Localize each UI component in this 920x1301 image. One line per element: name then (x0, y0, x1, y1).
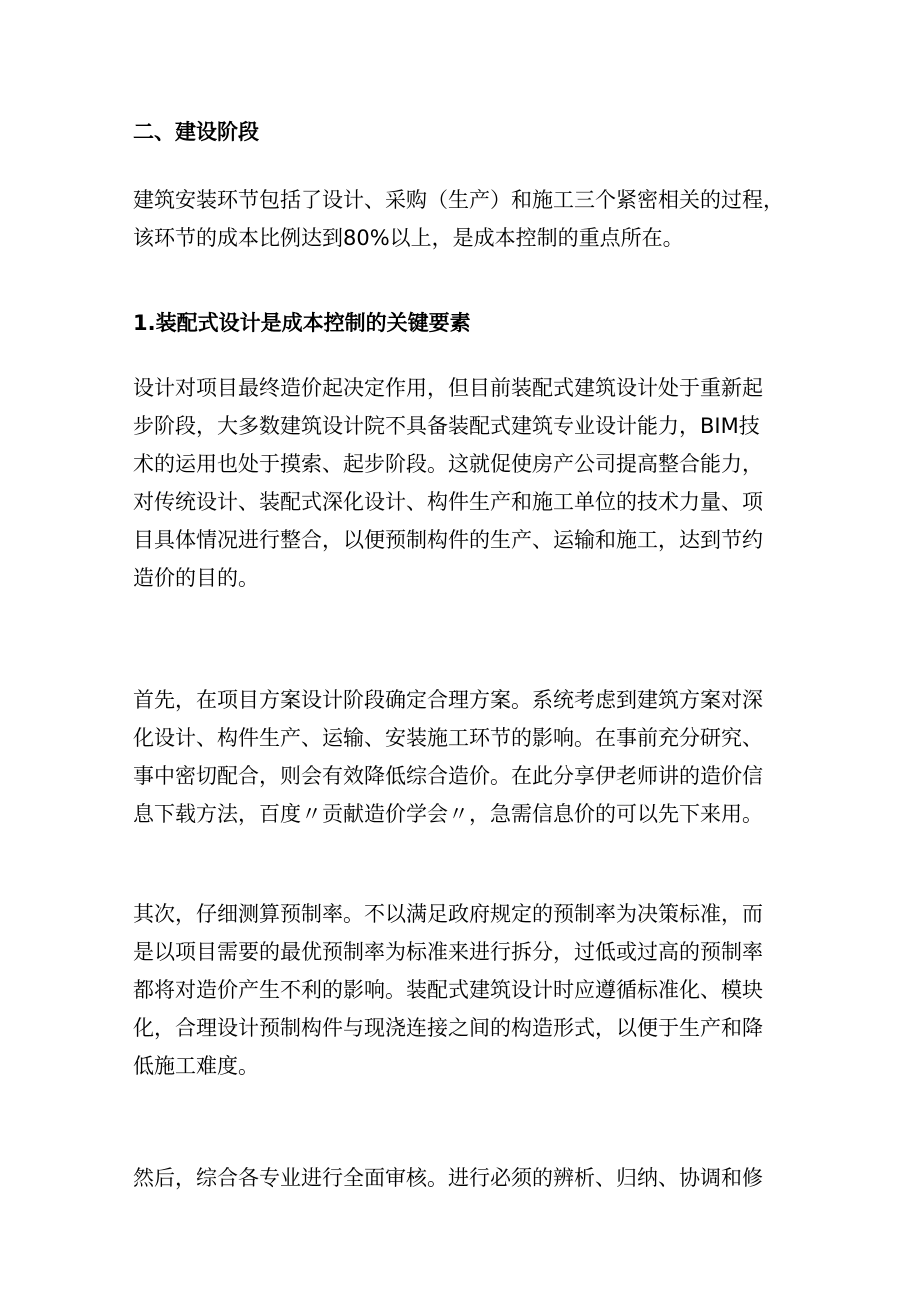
paragraph-line: 低施工难度。 (133, 1054, 259, 1078)
design-paragraph (133, 369, 813, 597)
intro-paragraph (133, 181, 813, 257)
paragraph-line: 然后，综合各专业进行全面审核。进行必须的辨析、归纳、协调和修 (133, 1166, 763, 1190)
paragraph-line: 造价的目的。 (133, 566, 259, 590)
paragraph-line: 该环节的成本比例达到80%以上，是成本控制的重点所在。 (133, 226, 684, 250)
paragraph-line: 都将对造价产生不利的影响。装配式建筑设计时应遵循标准化、模块 (133, 978, 763, 1002)
paragraph-line: 化设计、构件生产、运输、安装施工环节的影响。在事前充分研究、 (133, 726, 763, 750)
paragraph-line: 是以项目需要的最优预制率为标准来进行拆分，过低或过高的预制率 (133, 940, 763, 964)
paragraph-line: 建筑安装环节包括了设计、采购（生产）和施工三个紧密相关的过程， (133, 188, 784, 212)
paragraph-line: 化，合理设计预制构件与现浇连接之间的构造形式，以便于生产和降 (133, 1016, 763, 1040)
paragraph-line: 术的运用也处于摸索、起步阶段。这就促使房产公司提高整合能力， (133, 452, 763, 476)
paragraph-line: 对传统设计、装配式深化设计、构件生产和施工单位的技术力量、项 (133, 490, 763, 514)
paragraph-line: 其次，仔细测算预制率。不以满足政府规定的预制率为决策标准，而 (133, 902, 763, 926)
paragraph-line: 息下载方法，百度〃贡献造价学会〃，急需信息价的可以先下来用。 (133, 802, 763, 826)
second-paragraph (133, 895, 813, 1085)
first-paragraph (133, 681, 813, 833)
paragraph-line: 目具体情况进行整合，以便预制构件的生产、运输和施工，达到节约 (133, 528, 763, 552)
paragraph-line: 首先，在项目方案设计阶段确定合理方案。系统考虑到建筑方案对深 (133, 688, 763, 712)
subheading: 1.装配式设计是成本控制的关键要素 (133, 311, 471, 335)
section-heading: 二、建设阶段 (133, 120, 259, 144)
paragraph-line: 事中密切配合，则会有效降低综合造价。在此分享伊老师讲的造价信 (133, 764, 763, 788)
third-paragraph (133, 1159, 813, 1197)
paragraph-line: 设计对项目最终造价起决定作用，但目前装配式建筑设计处于重新起 (133, 376, 763, 400)
paragraph-line: 步阶段，大多数建筑设计院不具备装配式建筑专业设计能力，BIM技 (133, 414, 760, 438)
